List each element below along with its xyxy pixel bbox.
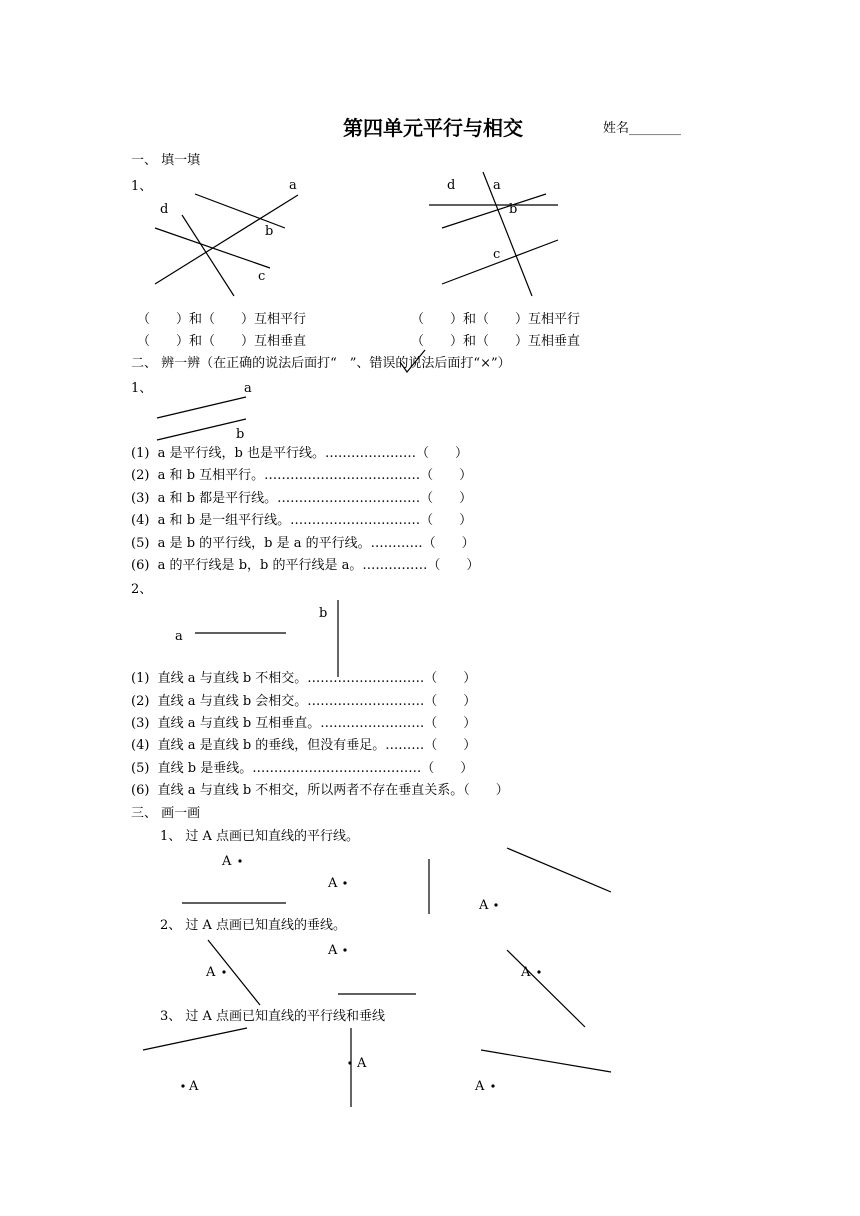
s3q1-label-a3: A bbox=[479, 898, 489, 913]
s3q3-label-a2: A bbox=[357, 1056, 367, 1071]
fig2-label-c: c bbox=[493, 247, 501, 262]
section1-q1-number: 1、 bbox=[131, 179, 153, 194]
s3q2-point-a3 bbox=[537, 970, 540, 973]
fig2-label-b: b bbox=[509, 202, 518, 217]
s3q1-point-a1 bbox=[238, 859, 241, 862]
section2-heading: 二、 辨一辨（在正确的说法后面打“ ”、错误的说法后面打“×”） bbox=[131, 356, 511, 371]
judge-item-2-1[interactable]: (1) 直线 a 与直线 b 不相交。………………………（ ） bbox=[131, 671, 477, 686]
s3q3-line-left bbox=[143, 1028, 247, 1050]
name-field-label[interactable]: 姓名________ bbox=[603, 121, 682, 136]
s3q3-point-a2 bbox=[348, 1061, 351, 1064]
s3q1-label-a1: A bbox=[222, 854, 232, 869]
fig1-line-d bbox=[182, 215, 234, 296]
judge-item-1-4[interactable]: (4) a 和 b 是一组平行线。…………………………（ ） bbox=[131, 513, 473, 528]
fill-blank-perpendicular-2[interactable]: （ ）和（ ）互相垂直 bbox=[411, 334, 581, 349]
fig2-label-a: a bbox=[493, 178, 501, 193]
s3q2-label-a1: A bbox=[206, 965, 216, 980]
fig1-label-c: c bbox=[258, 269, 266, 284]
judge-item-2-3[interactable]: (3) 直线 a 与直线 b 互相垂直。……………………（ ） bbox=[131, 716, 477, 731]
judge-item-2-6[interactable]: (6) 直线 a 与直线 b 不相交，所以两者不存在垂直关系。（ ） bbox=[131, 783, 509, 798]
s3q1-label-a2: A bbox=[328, 876, 338, 891]
q1-line-a bbox=[157, 397, 246, 418]
s3q2-point-a2 bbox=[343, 948, 346, 951]
judge-item-1-5[interactable]: (5) a 是 b 的平行线，b 是 a 的平行线。…………（ ） bbox=[131, 536, 475, 551]
fill-blank-perpendicular-1[interactable]: （ ）和（ ）互相垂直 bbox=[137, 334, 307, 349]
s3q2-label-a2: A bbox=[328, 943, 338, 958]
q1-label-b: b bbox=[236, 427, 245, 442]
page-title: 第四单元平行与相交 bbox=[343, 116, 523, 140]
section3-heading: 三、 画一画 bbox=[131, 806, 201, 821]
section2-q1-number: 1、 bbox=[131, 381, 153, 396]
fill-blank-parallel-2[interactable]: （ ）和（ ）互相平行 bbox=[411, 312, 581, 327]
q2-label-b: b bbox=[319, 606, 328, 621]
judge-item-1-2[interactable]: (2) a 和 b 互相平行。………………………………（ ） bbox=[131, 468, 473, 483]
s3q3-point-a3 bbox=[491, 1084, 494, 1087]
judge-item-2-2[interactable]: (2) 直线 a 与直线 b 会相交。………………………（ ） bbox=[131, 694, 477, 709]
q2-label-a: a bbox=[175, 629, 183, 644]
s3q2-label-a3: A bbox=[521, 965, 531, 980]
s3q3-point-a1 bbox=[181, 1084, 184, 1087]
judge-item-1-3[interactable]: (3) a 和 b 都是平行线。……………………………（ ） bbox=[131, 491, 473, 506]
s3q2-line-oblique-right bbox=[507, 950, 585, 1027]
fill-blank-parallel-1[interactable]: （ ）和（ ）互相平行 bbox=[137, 312, 307, 327]
section3-q1: 1、 过 A 点画已知直线的平行线。 bbox=[160, 829, 360, 844]
fig2-label-d: d bbox=[447, 178, 456, 193]
section3-q2: 2、 过 A 点画已知直线的垂线。 bbox=[160, 918, 347, 933]
s3q1-line-oblique bbox=[507, 848, 611, 892]
fig2-line-d bbox=[483, 172, 532, 296]
section2-q2-number: 2、 bbox=[131, 582, 153, 597]
s3q1-point-a3 bbox=[494, 903, 497, 906]
s3q2-line-oblique bbox=[208, 940, 260, 1005]
s3q1-point-a2 bbox=[343, 881, 346, 884]
q1-line-b bbox=[157, 419, 246, 440]
s3q2-point-a1 bbox=[222, 970, 225, 973]
fig1-label-b: b bbox=[265, 224, 274, 239]
q1-label-a: a bbox=[244, 381, 252, 396]
judge-item-2-5[interactable]: (5) 直线 b 是垂线。…………………………………（ ） bbox=[131, 761, 474, 776]
fig1-label-d: d bbox=[160, 202, 169, 217]
fig1-line-a bbox=[155, 195, 298, 284]
section3-q3: 3、 过 A 点画已知直线的平行线和垂线 bbox=[160, 1009, 386, 1024]
s3q3-label-a3: A bbox=[475, 1079, 485, 1094]
judge-item-1-6[interactable]: (6) a 的平行线是 b，b 的平行线是 a。……………（ ） bbox=[131, 558, 480, 573]
s3q3-label-a1: A bbox=[189, 1079, 199, 1094]
fig1-label-a: a bbox=[289, 178, 297, 193]
section1-heading: 一、 填一填 bbox=[131, 153, 201, 168]
s3q3-line-right bbox=[481, 1050, 611, 1072]
judge-item-2-4[interactable]: (4) 直线 a 是直线 b 的垂线，但没有垂足。………（ ） bbox=[131, 738, 477, 753]
fig2-line-c bbox=[442, 240, 558, 284]
judge-item-1-1[interactable]: (1) a 是平行线，b 也是平行线。…………………（ ） bbox=[131, 446, 469, 461]
